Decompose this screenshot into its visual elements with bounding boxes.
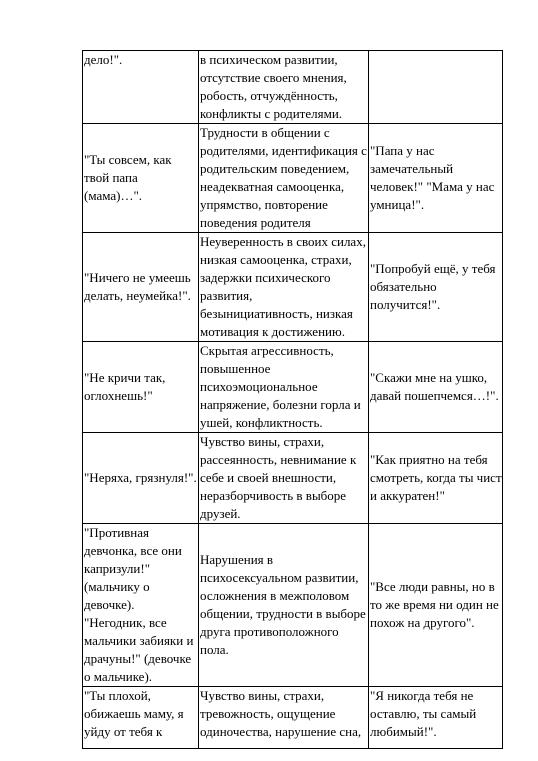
alternative-text: "Скажи мне на ушко, давай пошепчемся…!".: [370, 370, 499, 403]
alternative-cell: [369, 51, 503, 124]
phrase-cell: [83, 687, 199, 749]
alternative-cell: [369, 342, 503, 433]
alternative-text: "Папа у нас замечательный человек!" "Мама у нас умница!".: [370, 143, 495, 212]
phrase-text: "Ты совсем, как твой папа (мама)…".: [84, 152, 172, 203]
alternative-cell: [369, 233, 503, 342]
consequences-text: в психическом развитии, отсутствие своего мнения, робость, отчуждённость, конфликты с родителями.: [200, 52, 347, 121]
alternative-text: "Попробуй ещё, у тебя обязательно получится!".: [370, 261, 496, 312]
table-row: [83, 433, 503, 524]
alternative-cell: [369, 124, 503, 233]
phrase-cell: [83, 233, 199, 342]
consequences-cell: [199, 687, 369, 749]
consequences-cell: [199, 342, 369, 433]
alternative-cell: [369, 433, 503, 524]
phrase-cell: [83, 524, 199, 687]
consequences-text: Трудности в общении с родителями, идентификация с родительским поведением, неадекватная самооценка, упрямство, повторение поведения родителя: [200, 125, 367, 230]
phrase-cell: [83, 51, 199, 124]
consequences-table: [82, 50, 503, 749]
phrase-cell: [83, 124, 199, 233]
consequences-cell: [199, 233, 369, 342]
table-row: [83, 687, 503, 749]
consequences-cell: [199, 433, 369, 524]
consequences-text: Чувство вины, страхи, тревожность, ощущение одиночества, нарушение сна,: [200, 688, 362, 739]
consequences-cell: [199, 124, 369, 233]
phrase-text: дело!".: [84, 52, 123, 67]
phrase-text: "Ничего не умеешь делать, неумейка!".: [84, 270, 191, 303]
table-row: [83, 524, 503, 687]
consequences-text: Неуверенность в своих силах, низкая самооценка, страхи, задержки психического развития, безынициативность, низкая мотивация к достижению.: [200, 234, 366, 339]
alternative-text: "Как приятно на тебя смотреть, когда ты чист и аккуратен!": [370, 452, 502, 503]
consequences-text: Чувство вины, страхи, рассеянность, невнимание к себе и своей внешности, неразборчивость в выборе друзей.: [200, 434, 357, 521]
alternative-cell: [369, 687, 503, 749]
phrase-text: "Противная девчонка, все они капризули!" (мальчику о девочке). "Негодник, все мальчики забияки и драчуны!" (девочке о мальчике).: [84, 525, 194, 684]
phrase-cell: [83, 433, 199, 524]
consequences-text: Нарушения в психосексуальном развитии, осложнения в межполовом общении, трудности в выборе друга противоположного пола.: [200, 552, 366, 657]
alternative-text: "Я никогда тебя не оставлю, ты самый любимый!".: [370, 688, 477, 739]
phrase-cell: [83, 342, 199, 433]
table-row: [83, 233, 503, 342]
table-row: [83, 342, 503, 433]
phrase-text: "Неряха, грязнуля!".: [84, 470, 197, 485]
consequences-cell: [199, 524, 369, 687]
alternative-cell: [369, 524, 503, 687]
phrase-text: "Не кричи так, оглохнешь!": [84, 370, 166, 403]
consequences-cell: [199, 51, 369, 124]
phrase-text: "Ты плохой, обижаешь маму, я уйду от тебя к: [84, 688, 184, 739]
table-row: [83, 124, 503, 233]
consequences-text: Скрытая агрессивность, повышенное психоэмоциональное напряжение, болезни горла и ушей, конфликтность.: [200, 343, 361, 430]
alternative-text: "Все люди равны, но в то же время ни один не похож на другого".: [370, 579, 499, 630]
table-row: [83, 51, 503, 124]
